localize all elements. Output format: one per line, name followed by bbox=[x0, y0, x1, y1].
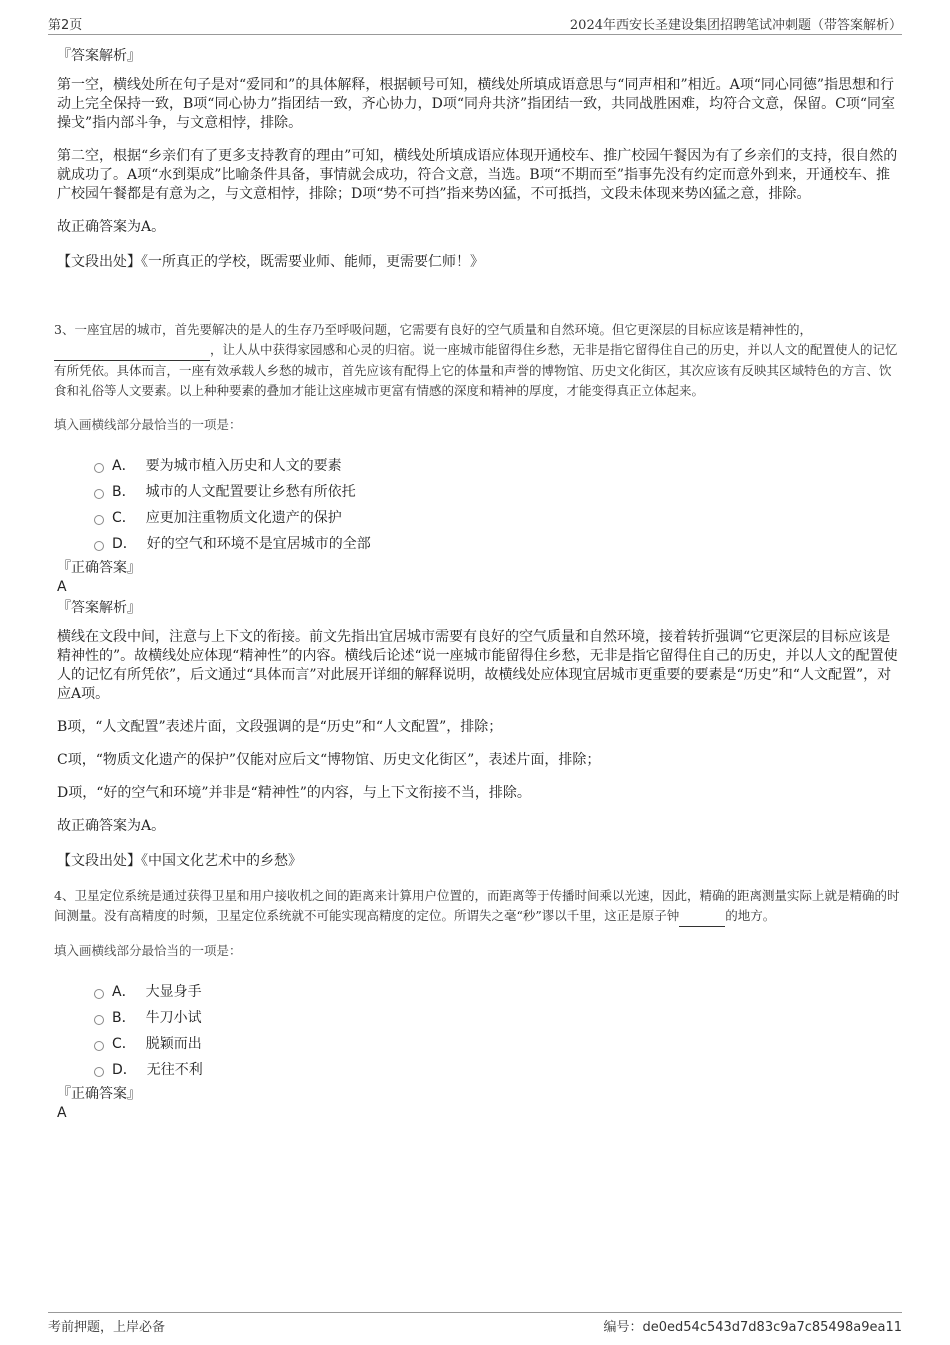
page-number: 第2页 bbox=[48, 18, 83, 33]
option-b[interactable]: B． 城市的人文配置要让乡愁有所依托 bbox=[94, 481, 900, 507]
option-c[interactable]: C． 应更加注重物质文化遗产的保护 bbox=[94, 507, 900, 533]
q4-answer-section bbox=[57, 1082, 898, 1122]
question-4 bbox=[54, 886, 900, 1085]
question-prompt: 填入画横线部分最恰当的一项是： bbox=[54, 417, 242, 432]
page-header bbox=[48, 12, 902, 35]
option-list bbox=[94, 981, 900, 1085]
analysis-paragraph: B项，“人文配置”表述片面，文段强调的是“历史”和“人文配置”，排除； bbox=[57, 719, 503, 735]
analysis-paragraph: 横线在文段中间，注意与上下文的衔接。前文先指出宜居城市需要有良好的空气质量和自然环境，接着转折强调“它更深层的目标应该是精神性的”。故横线处应体现“精神性”的内容。横线后论述“说一座城市能留得住乡愁，无非是指它留得住自己的历史，并以人文的配置使人的记忆有所凭依”，后文通过“具体而言”对此展开详细的解释说明，故横线处应体现宜居城市更重要的要素是“历史”和“人文配置”，对应A项。 bbox=[57, 629, 898, 702]
fill-blank bbox=[54, 340, 210, 361]
analysis-conclusion: 故正确答案为A。 bbox=[57, 818, 166, 834]
analysis-conclusion: 故正确答案为A。 bbox=[57, 219, 166, 235]
analysis-label: 『答案解析』 bbox=[57, 600, 141, 616]
document-code: 编号：de0ed54c543d7d83c9a7c85498a9ea11 bbox=[603, 1320, 902, 1335]
option-b[interactable]: B． 牛刀小试 bbox=[94, 1007, 900, 1033]
radio-button[interactable] bbox=[94, 489, 104, 499]
correct-answer-label: 『正确答案』 bbox=[57, 1086, 141, 1102]
page-footer bbox=[48, 1312, 902, 1335]
analysis-label: 『答案解析』 bbox=[57, 48, 141, 64]
correct-answer-label: 『正确答案』 bbox=[57, 560, 141, 576]
option-list bbox=[94, 455, 900, 559]
option-d[interactable]: D． 好的空气和环境不是宜居城市的全部 bbox=[94, 533, 900, 559]
correct-answer: A bbox=[57, 579, 67, 595]
radio-button[interactable] bbox=[94, 1067, 104, 1077]
footer-slogan: 考前押题，上岸必备 bbox=[48, 1320, 166, 1335]
fill-blank bbox=[679, 906, 725, 927]
analysis-paragraph: D项，“好的空气和环境”并非是“精神性”的内容，与上下文衔接不当，排除。 bbox=[57, 785, 531, 801]
radio-button[interactable] bbox=[94, 1015, 104, 1025]
passage-source: 【文段出处】《一所真正的学校，既需要业师、能师，更需要仁师！》 bbox=[57, 254, 484, 270]
option-c[interactable]: C． 脱颖而出 bbox=[94, 1033, 900, 1059]
correct-answer: A bbox=[57, 1105, 67, 1121]
passage-source: 【文段出处】《中国文化艺术中的乡愁》 bbox=[57, 853, 302, 869]
q3-answer-section bbox=[57, 556, 898, 871]
analysis-paragraph: 第一空，横线处所在句子是对“爱同和”的具体解释，根据顿号可知，横线处所填成语意思与“同声相和”相近。A项“同心同德”指思想和行动上完全保持一致，B项“同心协力”指团结一致，齐心协力，D项“同舟共济”指团结一致，共同战胜困难，均符合文意，保留。C项“同室操戈”指内部斗争，与文意相悖，排除。 bbox=[57, 77, 896, 131]
radio-button[interactable] bbox=[94, 1041, 104, 1051]
document-title: 2024年西安长圣建设集团招聘笔试冲刺题（带答案解析） bbox=[569, 18, 902, 33]
radio-button[interactable] bbox=[94, 515, 104, 525]
question-prompt: 填入画横线部分最恰当的一项是： bbox=[54, 943, 242, 958]
question-stem: 3、一座宜居的城市，首先要解决的是人的生存乃至呼吸问题，它需要有良好的空气质量和自然环境。但它更深层的目标应该是精神性的， ，让人从中获得家园感和心灵的归宿。说一座城市能留得住乡愁，无非是指它留得住自己的历史，并以人文的配置使人的记忆有所凭依。具体而言，一座有效承载人乡愁的城市，首先应该有配得上它的体量和声誉的博物馆、历史文化街区，其次应该有反映其区域特色的方言、饮食和礼俗等人文要素。以上种种要素的叠加才能让这座城市更富有情感的深度和精神的厚度，才能变得真正立体起来。 bbox=[54, 322, 898, 398]
question-stem: 4、卫星定位系统是通过获得卫星和用户接收机之间的距离来计算用户位置的，而距离等于传播时间乘以光速，因此，精确的距离测量实际上就是精确的时间测量。没有高精度的时频，卫星定位系统就不可能实现高精度的定位。所谓失之毫“秒”谬以千里，这正是原子钟 的地方。 bbox=[54, 886, 900, 927]
option-d[interactable]: D． 无往不利 bbox=[94, 1059, 900, 1085]
radio-button[interactable] bbox=[94, 541, 104, 551]
radio-button[interactable] bbox=[94, 989, 104, 999]
option-a[interactable]: A． 大显身手 bbox=[94, 981, 900, 1007]
q2-analysis-section bbox=[57, 44, 898, 272]
radio-button[interactable] bbox=[94, 463, 104, 473]
analysis-paragraph: 第二空，根据“乡亲们有了更多支持教育的理由”可知，横线处所填成语应体现开通校车、推广校园午餐因为有了乡亲们的支持，很自然的就成功了。A项“水到渠成”比喻条件具备，事情就会成功，符合文意，当选。B项“不期而至”指事先没有约定而意外到来，开通校车、推广校园午餐都是有意为之，与文意相悖，排除；D项“势不可挡”指来势凶猛，不可抵挡，文段未体现来势凶猛之意，排除。 bbox=[57, 148, 898, 202]
option-a[interactable]: A． 要为城市植入历史和人文的要素 bbox=[94, 455, 900, 481]
question-3 bbox=[54, 320, 900, 559]
analysis-paragraph: C项，“物质文化遗产的保护”仅能对应后文“博物馆、历史文化街区”，表述片面，排除； bbox=[57, 752, 601, 768]
